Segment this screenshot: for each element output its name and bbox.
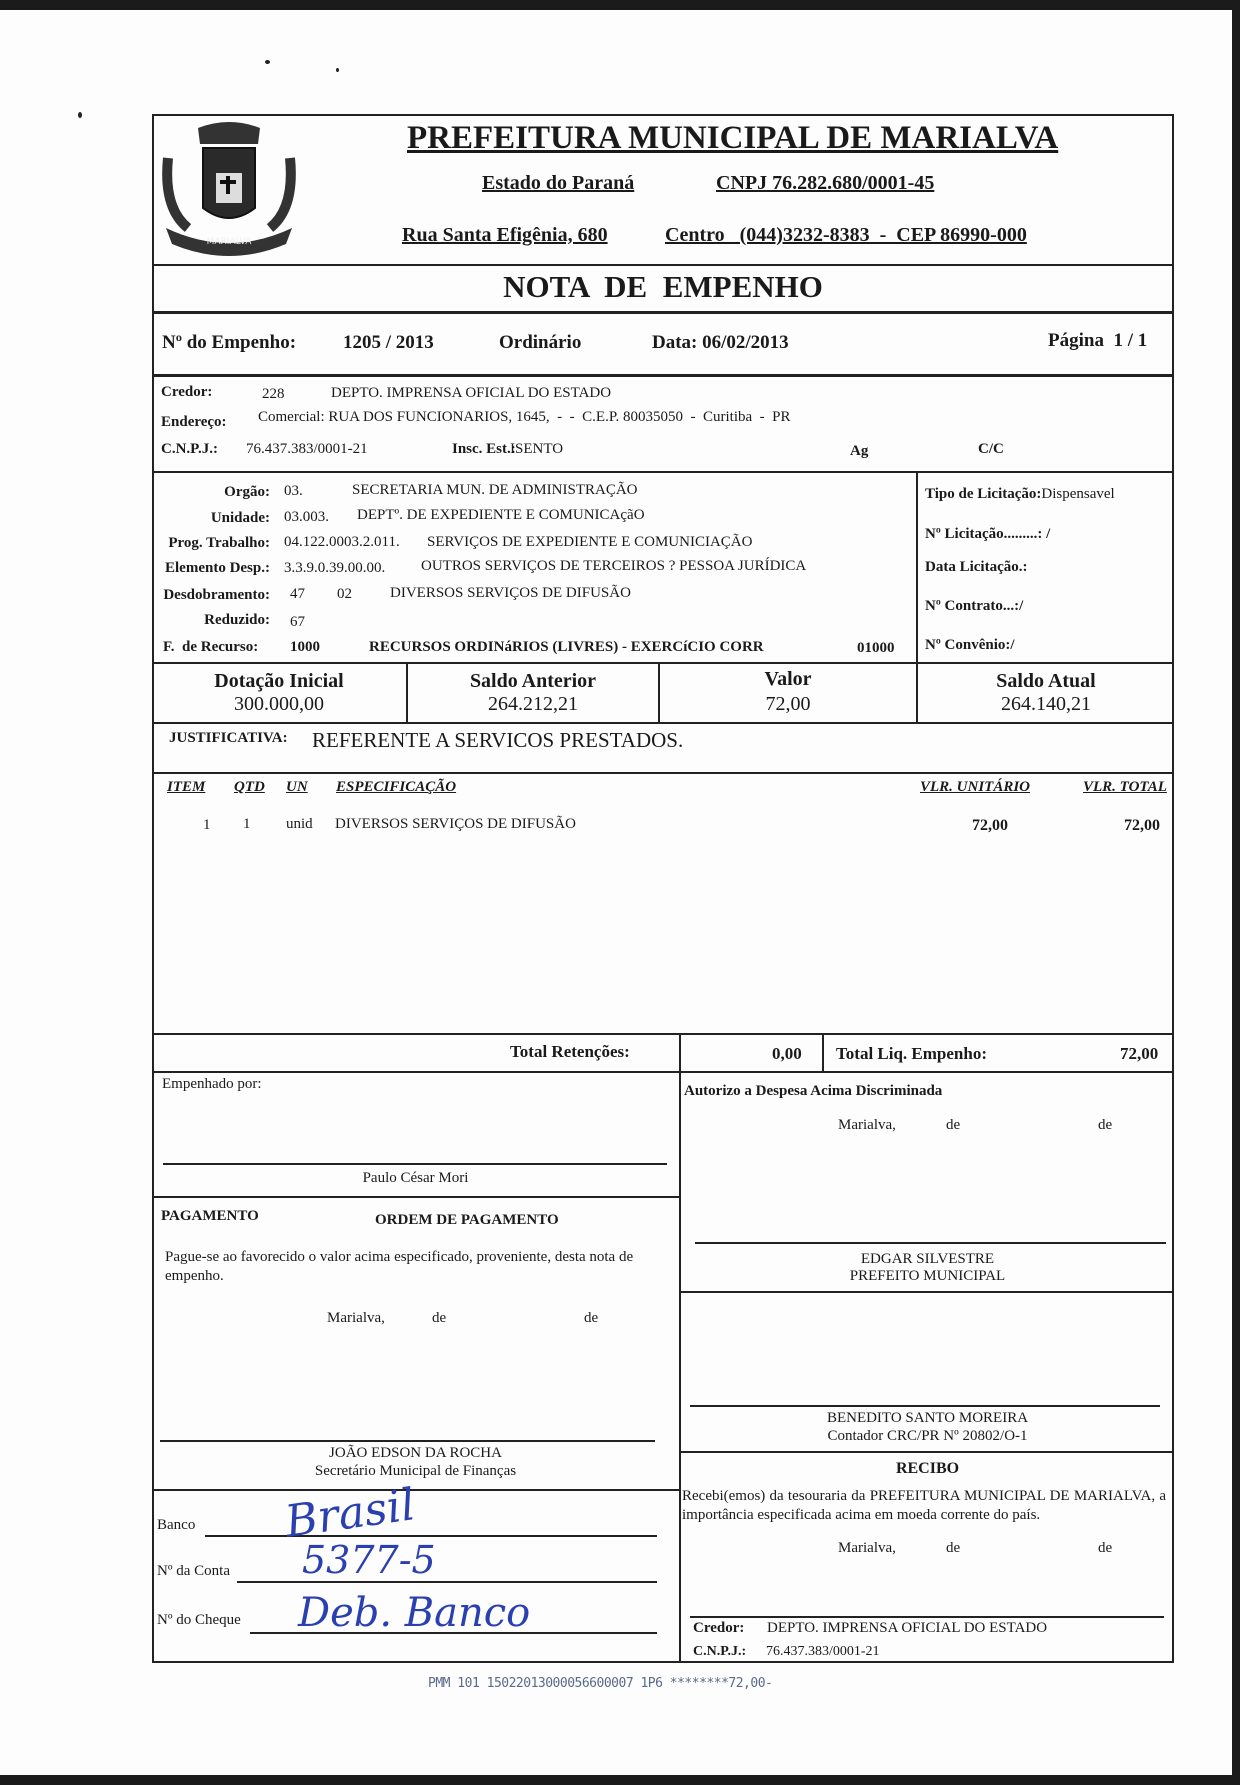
- credor-cnpj: 76.437.383/0001-21: [246, 441, 368, 457]
- insc-value: ISENTO: [510, 441, 564, 457]
- recibo-place: Marialva,: [838, 1540, 896, 1556]
- credor-address: Comercial: RUA DOS FUNCIONARIOS, 1645, - - C.E.P. 80035050 - Curitiba - PR: [258, 409, 791, 425]
- conta-handwritten: 5377-5: [302, 1538, 436, 1582]
- org-address: Rua Santa Efigênia, 680: [402, 224, 608, 246]
- svg-text:MARIALVA: MARIALVA: [206, 237, 252, 247]
- reduzido-label: Reduzido:: [204, 612, 270, 628]
- justificativa-text: REFERENTE A SERVICOS PRESTADOS.: [312, 728, 684, 752]
- org-cnpj: CNPJ 76.282.680/0001-45: [716, 172, 935, 194]
- recibo-cnpj: 76.437.383/0001-21: [766, 1644, 880, 1659]
- document-title: NOTA DE EMPENHO: [503, 269, 823, 304]
- contador-name: BENEDITO SANTO MOREIRA: [826, 1410, 1029, 1426]
- pagamento-de1: de: [432, 1310, 447, 1326]
- cc-label: C/C: [978, 441, 1004, 457]
- autorizo-place: Marialva,: [838, 1117, 896, 1133]
- saldo-anterior-value: 264.212,21: [488, 693, 578, 715]
- recurso-label: F. de Recurso:: [163, 639, 259, 655]
- conta-label: Nº da Conta: [157, 1563, 230, 1579]
- row-especificacao: DIVERSOS SERVIÇOS DE DIFUSÃO: [335, 816, 576, 832]
- recibo-credor-name: DEPTO. IMPRENSA OFICIAL DO ESTADO: [767, 1620, 1048, 1636]
- prefeito-role: PREFEITO MUNICIPAL: [849, 1268, 1006, 1284]
- justificativa-label: JUSTIFICATIVA:: [169, 730, 288, 746]
- autorizo-de1: de: [946, 1117, 961, 1133]
- pagamento-text: Pague-se ao favorecido o valor acima especificado, proveniente, desta nota de empenho.: [165, 1249, 634, 1284]
- empenho-date: Data: 06/02/2013: [652, 332, 789, 353]
- desdobramento-name: DIVERSOS SERVIÇOS DE DIFUSÃO: [390, 585, 631, 601]
- banco-handwritten: Brasil: [282, 1479, 419, 1548]
- recurso-code: 1000: [290, 639, 320, 655]
- row-item: 1: [203, 817, 211, 833]
- licitacao-date: Data Licitação.:: [925, 559, 1028, 575]
- recurso-number: 01000: [857, 640, 895, 656]
- orgao-code: 03.: [284, 483, 303, 499]
- saldo-anterior-label: Saldo Anterior: [469, 670, 597, 692]
- total-liq-label: Total Liq. Empenho:: [836, 1044, 987, 1063]
- empenho-type: Ordinário: [499, 332, 582, 353]
- pagamento-place: Marialva,: [327, 1310, 385, 1326]
- dotacao-label: Dotação Inicial: [214, 670, 344, 692]
- orgao-label: Orgão:: [224, 484, 270, 500]
- autorizo-de2: de: [1098, 1117, 1113, 1133]
- contrato-number: Nº Contrato...:/: [925, 598, 1024, 614]
- org-title: PREFEITURA MUNICIPAL DE MARIALVA: [407, 120, 1059, 156]
- saldo-atual-label: Saldo Atual: [996, 670, 1096, 692]
- credor-code: 228: [262, 386, 285, 402]
- pagamento-label: PAGAMENTO: [161, 1208, 259, 1224]
- recibo-de2: de: [1098, 1540, 1113, 1556]
- empenhado-label: Empenhado por:: [162, 1076, 262, 1092]
- desdobramento-b: 02: [337, 586, 352, 602]
- state-label: Estado do Paraná: [482, 172, 635, 194]
- recibo-cnpj-label: C.N.P.J.:: [693, 1644, 747, 1659]
- page-indicator: Página 1 / 1: [1048, 330, 1148, 351]
- secretario-name: JOÃO EDSON DA ROCHA: [329, 1445, 502, 1461]
- empenho-number: 1205 / 2013: [343, 332, 434, 353]
- col-un: UN: [286, 779, 308, 795]
- row-un: unid: [286, 816, 313, 832]
- authentication-code: PMM 101 15022013000056600007 1P6 ********72,00-: [428, 1676, 773, 1691]
- autorizo-label: Autorizo a Despesa Acima Discriminada: [684, 1083, 943, 1099]
- recibo-text: Recebi(emos) da tesouraria da PREFEITURA MUNICIPAL DE MARIALVA, a importância especificada acima em moeda corrente do país.: [682, 1488, 1166, 1523]
- licitacao-number: Nº Licitação.........: /: [925, 526, 1051, 542]
- elemento-label: Elemento Desp.:: [165, 560, 270, 576]
- prog-name: SERVIÇOS DE EXPEDIENTE E COMUNICIAÇÃO: [427, 534, 753, 550]
- saldo-atual-value: 264.140,21: [1001, 693, 1091, 715]
- ordem-pagamento-title: ORDEM DE PAGAMENTO: [375, 1212, 559, 1228]
- unidade-label: Unidade:: [210, 510, 270, 526]
- elemento-name: OUTROS SERVIÇOS DE TERCEIROS ? PESSOA JURÍDICA: [421, 558, 807, 574]
- col-vlr-total: VLR. TOTAL: [1083, 779, 1167, 795]
- contador-role: Contador CRC/PR Nº 20802/O-1: [827, 1428, 1028, 1444]
- col-vlr-unitario: VLR. UNITÁRIO: [920, 779, 1031, 795]
- scan-speck: [336, 68, 339, 72]
- convenio-number: Nº Convênio:/: [925, 637, 1015, 653]
- total-liq-value: 72,00: [1120, 1044, 1159, 1063]
- empenhado-name: Paulo César Mori: [362, 1170, 469, 1186]
- valor-value: 72,00: [765, 693, 811, 715]
- recibo-credor-label: Credor:: [693, 1620, 745, 1636]
- orgao-name: SECRETARIA MUN. DE ADMINISTRAÇÃO: [352, 482, 638, 498]
- scan-speck: [78, 112, 82, 118]
- pagamento-de2: de: [584, 1310, 599, 1326]
- desdobramento-label: Desdobramento:: [163, 587, 270, 603]
- desdobramento-a: 47: [290, 586, 305, 602]
- col-item: ITEM: [167, 779, 206, 795]
- row-vlr-unitario: 72,00: [972, 817, 1008, 834]
- cheque-label: Nº do Cheque: [157, 1612, 241, 1628]
- total-retencoes-value: 0,00: [772, 1044, 802, 1063]
- credor-label: Credor:: [161, 384, 213, 400]
- row-qtd: 1: [243, 816, 251, 832]
- recibo-de1: de: [946, 1540, 961, 1556]
- ag-label: Ag: [850, 443, 869, 459]
- endereco-label: Endereço:: [161, 414, 227, 430]
- reduzido-code: 67: [290, 614, 305, 630]
- cheque-handwritten: Deb. Banco: [298, 1590, 531, 1636]
- secretario-role: Secretário Municipal de Finanças: [314, 1463, 517, 1479]
- valor-label: Valor: [764, 668, 812, 690]
- coat-of-arms-icon: [158, 118, 300, 266]
- recibo-title: RECIBO: [895, 1460, 960, 1477]
- dotacao-value: 300.000,00: [234, 693, 324, 715]
- prog-code: 04.122.0003.2.011.: [284, 534, 400, 550]
- scan-speck: [265, 60, 270, 64]
- scan-edge-right: [1232, 0, 1240, 1785]
- total-retencoes-label: Total Retenções:: [510, 1042, 630, 1061]
- elemento-code: 3.3.9.0.39.00.00.: [284, 560, 386, 576]
- insc-label: Insc. Est.:: [452, 441, 516, 457]
- empenho-label: Nº do Empenho:: [162, 332, 297, 353]
- scan-edge-top: [0, 0, 1240, 10]
- col-qtd: QTD: [234, 779, 265, 795]
- banco-label: Banco: [157, 1517, 196, 1533]
- row-vlr-total: 72,00: [1124, 817, 1160, 834]
- prog-label: Prog. Trabalho:: [168, 535, 270, 551]
- org-contact: Centro (044)3232-8383 - CEP 86990-000: [665, 224, 1027, 246]
- prefeito-name: EDGAR SILVESTRE: [860, 1251, 995, 1267]
- scan-edge-bottom: [0, 1775, 1240, 1785]
- unidade-name: DEPTº. DE EXPEDIENTE E COMUNICAçãO: [357, 507, 645, 523]
- credor-name: DEPTO. IMPRENSA OFICIAL DO ESTADO: [331, 385, 612, 401]
- col-especificacao: ESPECIFICAÇÃO: [336, 779, 457, 795]
- recurso-name: RECURSOS ORDINáRIOS (LIVRES) - EXERCíCIO CORR: [369, 639, 764, 655]
- licitacao-type: Tipo de Licitação:Dispensavel: [925, 486, 1115, 502]
- unidade-code: 03.003.: [284, 509, 329, 525]
- cnpj-label: C.N.P.J.:: [161, 441, 218, 457]
